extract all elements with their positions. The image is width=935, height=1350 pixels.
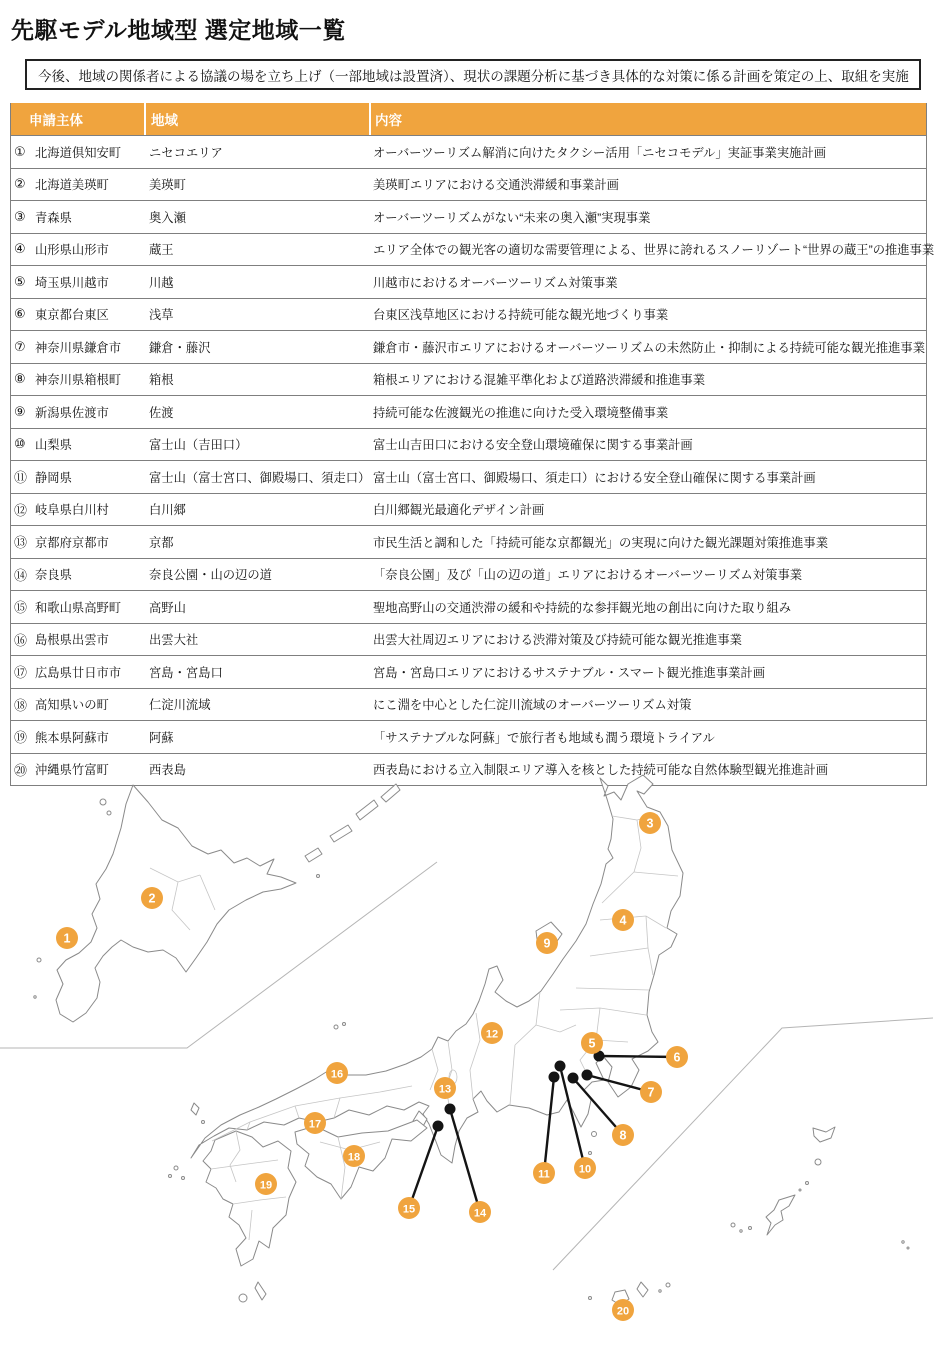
area-name: 川越 bbox=[149, 275, 174, 290]
applicant-name: 青森県 bbox=[35, 210, 72, 225]
note-text: 今後、地域の関係者による協議の場を立ち上げ（一部地域は設置済）、現状の課題分析に基づき具体的な対策に係る計画を策定の上、取組を実施 bbox=[38, 68, 909, 84]
map-marker-number-11: 11 bbox=[538, 1168, 550, 1181]
table-row bbox=[11, 590, 926, 623]
area-name: ニセコエリア bbox=[149, 145, 223, 160]
row-number-badge: ① bbox=[14, 143, 26, 159]
map-marker-number-8: 8 bbox=[619, 1128, 627, 1143]
applicant-name: 新潟県佐渡市 bbox=[35, 405, 109, 420]
applicant-cell bbox=[11, 169, 144, 201]
project-description: 宮島・宮島口エリアにおけるサステナブル・スマート観光推進事業計画 bbox=[373, 665, 766, 680]
amami-oshima-island bbox=[813, 1127, 835, 1142]
table-body bbox=[11, 135, 935, 786]
area-name: 高野山 bbox=[149, 600, 186, 615]
project-description: 台東区浅草地区における持続可能な観光地づくり事業 bbox=[373, 308, 669, 323]
area-name: 宮島・宮島口 bbox=[149, 665, 223, 680]
applicant-name: 高知県いの町 bbox=[35, 698, 109, 713]
row-number-badge: ⑥ bbox=[14, 306, 26, 322]
map-marker-number-20: 20 bbox=[616, 1305, 630, 1318]
row-number-badge: ③ bbox=[14, 208, 26, 224]
map-marker-number-9: 9 bbox=[543, 936, 551, 951]
table-row bbox=[11, 688, 926, 721]
table-header-row bbox=[11, 103, 926, 135]
project-description: 「サステナブルな阿蘇」で旅行者も地域も潤う環境トライアル bbox=[373, 730, 715, 745]
project-description: 出雲大社周辺エリアにおける渋滞対策及び持続可能な観光推進事業 bbox=[373, 633, 742, 648]
applicant-cell bbox=[11, 689, 144, 721]
applicant-name: 和歌山県高野町 bbox=[35, 600, 122, 615]
applicant-name: 熊本県阿蘇市 bbox=[35, 730, 109, 745]
applicant-name: 島根県出雲市 bbox=[35, 633, 109, 648]
area-name: 仁淀川流域 bbox=[149, 698, 211, 713]
small-island bbox=[659, 1290, 661, 1292]
daito-islands bbox=[907, 1247, 909, 1249]
row-number-badge: ⑭ bbox=[14, 567, 28, 583]
kerama-islands bbox=[749, 1227, 752, 1230]
table-row bbox=[11, 623, 926, 656]
map-marker-number-4: 4 bbox=[619, 913, 627, 928]
table-row bbox=[11, 330, 926, 363]
project-description: 富士山（富士宮口、御殿場口、須走口）における安全登山確保に関する事業計画 bbox=[373, 470, 816, 485]
table-row bbox=[11, 298, 926, 331]
row-number-badge: ⑨ bbox=[14, 403, 26, 419]
location-dot-10 bbox=[555, 1061, 566, 1072]
col-header-applicant: 申請主体 bbox=[29, 113, 83, 128]
map-marker-number-17: 17 bbox=[308, 1118, 322, 1131]
applicant-name: 岐阜県白川村 bbox=[35, 503, 109, 518]
daito-islands bbox=[902, 1241, 904, 1243]
project-description: 美瑛町エリアにおける交通渋滞緩和事業計画 bbox=[373, 178, 619, 193]
small-island bbox=[34, 996, 36, 998]
map-marker-number-14: 14 bbox=[473, 1207, 487, 1220]
honshu-outline bbox=[191, 775, 683, 1163]
table-row bbox=[11, 363, 926, 396]
regions-table bbox=[10, 103, 935, 786]
map-marker-number-6: 6 bbox=[673, 1050, 681, 1065]
area-name: 奥入瀬 bbox=[149, 210, 186, 225]
table-row bbox=[11, 558, 926, 591]
rebun-island bbox=[107, 811, 111, 815]
table-row bbox=[11, 655, 926, 688]
coastlines bbox=[34, 775, 909, 1305]
applicant-name: 静岡県 bbox=[35, 470, 72, 485]
hokkaido-outline bbox=[56, 785, 296, 1022]
map-marker-number-19: 19 bbox=[259, 1179, 273, 1192]
applicant-cell bbox=[11, 429, 144, 461]
miyako-island bbox=[666, 1283, 670, 1287]
table-row bbox=[11, 265, 926, 298]
project-description: エリア全体での観光客の適切な需要管理による、世界に誇れるスノーリゾート“世界の蔵王”の推進事業 bbox=[373, 243, 935, 258]
location-dot-14 bbox=[445, 1104, 456, 1115]
row-number-badge: ⑫ bbox=[14, 502, 28, 518]
page-title: 先駆モデル地域型 選定地域一覧 bbox=[11, 17, 346, 43]
row-number-badge: ⑳ bbox=[14, 762, 28, 778]
row-number-badge: ⑰ bbox=[14, 665, 28, 681]
project-description: 川越市におけるオーバーツーリズム対策事業 bbox=[373, 275, 618, 290]
oki-islands bbox=[334, 1025, 338, 1029]
project-description: オーバーツーリズム解消に向けたタクシー活用「ニセコモデル」実証事業実施計画 bbox=[373, 145, 827, 160]
map-marker-number-10: 10 bbox=[578, 1163, 592, 1176]
area-name: 佐渡 bbox=[149, 405, 174, 420]
applicant-name: 奈良県 bbox=[35, 568, 72, 583]
map-marker-number-12: 12 bbox=[485, 1028, 499, 1041]
izu-oshima-island bbox=[592, 1132, 597, 1137]
table-row bbox=[11, 460, 926, 493]
area-name: 白川郷 bbox=[149, 503, 186, 518]
goto-islands bbox=[174, 1166, 178, 1170]
area-name: 奈良公園・山の辺の道 bbox=[149, 568, 272, 583]
table-row bbox=[11, 493, 926, 526]
row-number-badge: ⑲ bbox=[14, 730, 28, 746]
applicant-cell bbox=[11, 331, 144, 363]
map-marker-number-16: 16 bbox=[330, 1068, 344, 1081]
project-description: オーバーツーリズムがない“未来の奥入瀬”実現事業 bbox=[373, 210, 651, 225]
row-number-badge: ⑱ bbox=[14, 697, 28, 713]
area-name: 富士山（富士宮口、御殿場口、須走口） bbox=[149, 470, 371, 485]
area-name: 浅草 bbox=[149, 308, 174, 323]
project-description: 持続可能な佐渡観光の推進に向けた受入環境整備事業 bbox=[373, 405, 669, 420]
applicant-name: 沖縄県竹富町 bbox=[35, 763, 109, 778]
ishigaki-island bbox=[637, 1282, 648, 1297]
col-header-area: 地域 bbox=[144, 103, 369, 135]
small-island bbox=[317, 875, 320, 878]
project-description: 市民生活と調和した「持続可能な京都観光」の実現に向けた観光課題対策推進事業 bbox=[373, 535, 828, 550]
project-description: にこ淵を中心とした仁淀川流域のオーバーツーリズム対策 bbox=[373, 698, 692, 713]
table-row bbox=[11, 200, 926, 233]
applicant-name: 神奈川県鎌倉市 bbox=[35, 340, 122, 355]
location-dot-11 bbox=[549, 1072, 560, 1083]
yakushima-island bbox=[239, 1294, 247, 1302]
project-description: 鎌倉市・藤沢市エリアにおけるオーバーツーリズムの未然防止・抑制による持続可能な観光推進事業 bbox=[373, 340, 926, 355]
applicant-cell bbox=[11, 721, 144, 753]
applicant-name: 北海道倶知安町 bbox=[35, 145, 122, 160]
applicant-name: 東京都台東区 bbox=[35, 308, 109, 323]
applicant-name: 山梨県 bbox=[35, 438, 72, 453]
row-number-badge: ② bbox=[14, 176, 26, 192]
map-marker-number-7: 7 bbox=[647, 1085, 655, 1100]
row-number-badge: ⑩ bbox=[14, 436, 26, 452]
project-description: 箱根エリアにおける混雑平準化および道路渋滞緩和推進事業 bbox=[373, 373, 706, 388]
applicant-cell bbox=[11, 364, 144, 396]
location-dot-8 bbox=[568, 1073, 579, 1084]
yonaguni-island bbox=[589, 1297, 592, 1300]
applicant-cell bbox=[11, 526, 144, 558]
applicant-cell bbox=[11, 299, 144, 331]
map-marker-number-15: 15 bbox=[402, 1203, 416, 1216]
applicant-cell bbox=[11, 656, 144, 688]
applicant-cell bbox=[11, 201, 144, 233]
row-number-badge: ⑯ bbox=[14, 632, 28, 648]
applicant-cell bbox=[11, 266, 144, 298]
applicant-name: 京都府京都市 bbox=[35, 535, 109, 550]
japan-map bbox=[0, 770, 935, 1350]
map-marker-number-18: 18 bbox=[347, 1151, 361, 1164]
applicant-cell bbox=[11, 559, 144, 591]
kuril-islands bbox=[305, 784, 400, 862]
table-row bbox=[11, 395, 926, 428]
area-name: 鎌倉・藤沢 bbox=[149, 340, 211, 355]
applicant-name: 北海道美瑛町 bbox=[35, 178, 109, 193]
applicant-cell bbox=[11, 136, 144, 168]
goto-islands bbox=[169, 1175, 172, 1178]
map-marker-number-1: 1 bbox=[63, 931, 71, 946]
kyushu-outline bbox=[203, 1131, 296, 1266]
tokunoshima-island bbox=[815, 1159, 821, 1165]
project-description: 白川郷観光最適化デザイン計画 bbox=[373, 503, 545, 518]
leader-line-14 bbox=[450, 1109, 480, 1212]
table-row bbox=[11, 135, 926, 168]
applicant-name: 山形県山形市 bbox=[35, 243, 109, 258]
iki-island bbox=[202, 1121, 205, 1124]
goto-islands bbox=[182, 1177, 185, 1180]
oki-islands bbox=[343, 1023, 346, 1026]
table-row bbox=[11, 720, 926, 753]
small-island bbox=[589, 1152, 592, 1155]
project-description: 聖地高野山の交通渋滞の緩和や持続的な参拝観光地の創出に向けた取り組み bbox=[373, 600, 792, 615]
tanegashima-island bbox=[255, 1282, 266, 1300]
area-name: 箱根 bbox=[149, 373, 174, 388]
row-number-badge: ⑬ bbox=[14, 535, 28, 551]
area-name: 西表島 bbox=[149, 763, 186, 778]
area-name: 阿蘇 bbox=[149, 730, 174, 745]
kume-island bbox=[731, 1223, 735, 1227]
project-description: 「奈良公園」及び「山の辺の道」エリアにおけるオーバーツーリズム対策事業 bbox=[373, 568, 803, 583]
rishiri-island bbox=[100, 799, 106, 805]
kerama-islands bbox=[740, 1230, 742, 1232]
applicant-cell bbox=[11, 396, 144, 428]
table-row bbox=[11, 525, 926, 558]
area-name: 富士山（吉田口） bbox=[149, 438, 248, 453]
map-marker-number-13: 13 bbox=[438, 1083, 452, 1096]
project-description: 富士山吉田口における安全登山環境確保に関する事業計画 bbox=[373, 438, 693, 453]
location-dot-7 bbox=[582, 1070, 593, 1081]
table-row bbox=[11, 168, 926, 201]
area-name: 出雲大社 bbox=[149, 633, 199, 648]
okushiri-island bbox=[37, 958, 41, 962]
row-number-badge: ⑧ bbox=[14, 371, 26, 387]
small-island bbox=[799, 1189, 801, 1191]
applicant-cell bbox=[11, 234, 144, 266]
map-marker-number-2: 2 bbox=[148, 891, 156, 906]
area-name: 京都 bbox=[149, 535, 174, 550]
col-header-description: 内容 bbox=[369, 103, 926, 135]
table-row bbox=[11, 428, 926, 461]
applicant-cell bbox=[11, 591, 144, 623]
area-name: 美瑛町 bbox=[149, 178, 186, 193]
area-name: 蔵王 bbox=[149, 243, 174, 258]
applicant-name: 神奈川県箱根町 bbox=[35, 373, 122, 388]
project-description: 西表島における立入制限エリア導入を核とした持続可能な自然体験型観光推進計画 bbox=[373, 763, 828, 778]
okinawa-main-island bbox=[766, 1195, 795, 1235]
leader-line-6 bbox=[599, 1056, 677, 1057]
map-marker-number-5: 5 bbox=[588, 1036, 596, 1051]
map-marker-number-3: 3 bbox=[646, 816, 654, 831]
applicant-cell bbox=[11, 461, 144, 493]
row-number-badge: ⑤ bbox=[14, 273, 26, 289]
row-number-badge: ⑮ bbox=[14, 600, 28, 616]
applicant-cell bbox=[11, 624, 144, 656]
applicant-name: 埼玉県川越市 bbox=[35, 275, 109, 290]
row-number-badge: ⑪ bbox=[14, 470, 28, 486]
tsushima-island bbox=[191, 1103, 199, 1115]
location-dot-15 bbox=[433, 1121, 444, 1132]
table-row bbox=[11, 233, 935, 266]
small-island bbox=[806, 1182, 809, 1185]
applicant-cell bbox=[11, 494, 144, 526]
row-number-badge: ④ bbox=[14, 241, 26, 257]
note-box bbox=[25, 59, 921, 90]
applicant-name: 広島県廿日市市 bbox=[35, 665, 122, 680]
row-number-badge: ⑦ bbox=[14, 338, 26, 354]
